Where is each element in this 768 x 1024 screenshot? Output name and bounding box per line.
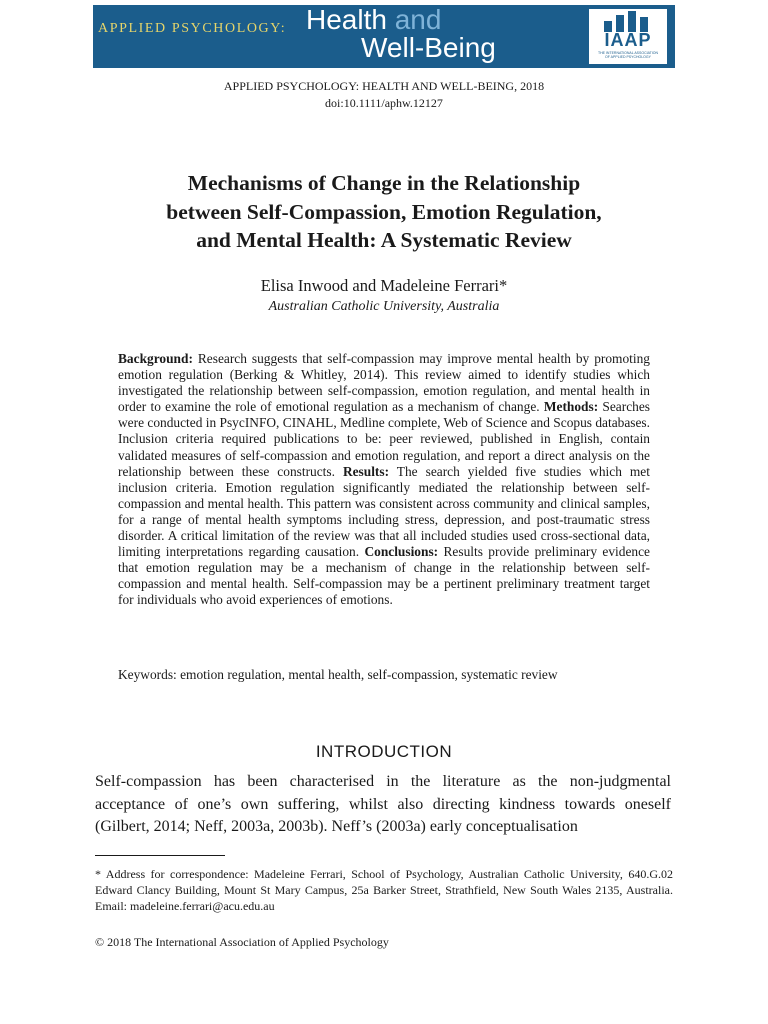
article-title-line: and Mental Health: A Systematic Review	[196, 228, 572, 252]
article-title-line: Mechanisms of Change in the Relationship	[187, 171, 581, 195]
introduction-text: Self-compassion has been characterised in the literature as the non-judgmental acceptance of one’s own suffering, whilst also directing kindness towards oneself (Gilbert, 2014; Neff, 2003a, 2003b). Neff’s (2003a) early conceptualisation	[95, 773, 671, 835]
banner-journal-title	[306, 6, 546, 62]
article-title	[100, 169, 668, 255]
abstract-conclusions-label: Conclusions:	[364, 544, 439, 560]
banner-title-health: Health	[306, 4, 395, 35]
abstract-background-text: Research suggests that self-compassion may improve mental health by promoting emotion regulation (Berking & Whitley, 2014). This review aimed to identify studies which investigated the relationship between self-compassion, emotion regulation, and mental health in order to examine the role of emotional regulation as a mechanism of change.	[118, 351, 650, 415]
footnote-divider	[95, 855, 225, 856]
iaap-logo-subtext: THE INTERNATIONAL ASSOCIATION OF APPLIED PSYCHOLOGY	[597, 51, 659, 59]
abstract-methods-text: Searches were conducted in PsycINFO, CINAHL, Medline complete, Web of Science and Scopus databases. Inclusion criteria required publications to be: peer reviewed, published in English, contain validated measures of self-compassion and emotion regulation, and report a direct analysis on the relationship between these constructs.	[118, 399, 651, 479]
abstract-methods-label: Methods:	[543, 399, 599, 415]
abstract-conclusions-text: Results provide preliminary evidence that emotion regulation may be a mechanism of change in the relationship between self-compassion and mental health. Self-compassion may be a pertinent preliminary treatment target for individuals who avoid experiences of emotions.	[118, 544, 650, 608]
abstract-background-label: Background:	[118, 351, 193, 366]
abstract-results-label: Results:	[342, 463, 390, 479]
affiliation: Australian Catholic University, Australia	[268, 299, 500, 314]
doi: doi:10.1111/aphw.12127	[325, 96, 443, 110]
correspondence-footnote: * Address for correspondence: Madeleine Ferrari, School of Psychology, Australian Catholic University, 640.G.02 Edward Clancy Building, Mount St Mary Campus, 25a Barker Street, Strathfield, New South Wales 2135, Australia. Email: madeleine.ferrari@acu.edu.au	[95, 867, 673, 913]
abstract-results-text: The search yielded five studies which met inclusion criteria. Emotion regulation significantly mediated the relationship between self-compassion and mental health. This pattern was consistent across community and clinical samples, for a range of mental health symptoms including stress, depression, and post-traumatic stress disorder. A critical limitation of the review was that all included studies used cross-sectional data, limiting interpretations regarding causation.	[118, 463, 650, 560]
copyright-notice: © 2018 The International Association of Applied Psychology	[95, 935, 389, 949]
banner-series-name: APPLIED PSYCHOLOGY:	[98, 21, 287, 36]
authors: Elisa Inwood and Madeleine Ferrari*	[260, 276, 508, 295]
journal-citation: APPLIED PSYCHOLOGY: HEALTH AND WELL-BEING, 2018	[223, 79, 545, 93]
article-title-line: between Self-Compassion, Emotion Regulation,	[166, 199, 602, 224]
iaap-logo-text: IAAP	[604, 30, 652, 50]
abstract	[118, 351, 650, 609]
banner-title-and: and	[394, 4, 442, 35]
iaap-logo	[589, 9, 667, 64]
keywords: Keywords: emotion regulation, mental health, self-compassion, systematic review	[118, 667, 558, 682]
banner-title-wellbeing: Well-Being	[361, 32, 496, 63]
journal-banner	[93, 5, 675, 68]
introduction-heading: INTRODUCTION	[315, 742, 453, 761]
